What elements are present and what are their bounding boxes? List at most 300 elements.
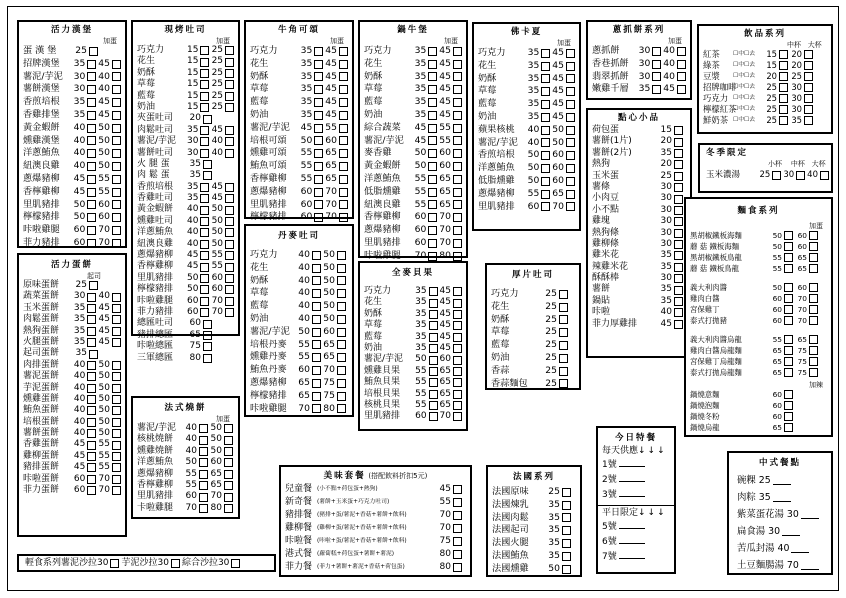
checkbox[interactable]	[428, 252, 437, 261]
menu-item[interactable]	[137, 330, 236, 341]
menu-item[interactable]	[364, 400, 464, 411]
checkbox[interactable]	[112, 60, 121, 69]
checkbox[interactable]	[559, 315, 568, 324]
checkbox[interactable]	[453, 401, 462, 410]
checkbox[interactable]	[428, 213, 437, 222]
menu-item[interactable]	[250, 122, 350, 135]
menu-item[interactable]	[23, 462, 123, 473]
checkbox[interactable]	[559, 328, 568, 337]
menu-item[interactable]	[690, 304, 829, 315]
menu-item[interactable]	[23, 58, 123, 71]
checkbox[interactable]	[314, 98, 323, 107]
checkbox[interactable]	[225, 126, 234, 135]
checkbox[interactable]	[87, 338, 96, 347]
checkbox[interactable]	[87, 406, 96, 415]
blank-line[interactable]	[619, 520, 645, 529]
blank-line[interactable]	[782, 527, 800, 536]
checkbox[interactable]	[674, 126, 683, 135]
checkbox[interactable]	[784, 294, 793, 303]
menu-item[interactable]	[250, 377, 350, 390]
menu-item[interactable]	[690, 230, 829, 241]
checkbox[interactable]	[225, 183, 234, 192]
chinese-item[interactable]	[737, 540, 829, 557]
checkbox[interactable]	[87, 463, 96, 472]
menu-item[interactable]	[492, 499, 578, 512]
checkbox[interactable]	[312, 392, 321, 401]
checkbox[interactable]	[453, 252, 462, 261]
checkbox[interactable]	[87, 226, 96, 235]
menu-item[interactable]	[478, 188, 577, 201]
menu-item[interactable]	[364, 122, 464, 135]
menu-item[interactable]	[23, 405, 123, 416]
checkbox[interactable]	[200, 206, 209, 215]
checkbox[interactable]	[339, 149, 348, 158]
menu-item[interactable]	[137, 148, 236, 159]
checkbox[interactable]	[87, 213, 96, 222]
checkbox[interactable]	[809, 253, 818, 262]
ice-sugar-options[interactable]: ☐中☐去	[733, 62, 755, 68]
checkbox[interactable]	[337, 392, 346, 401]
menu-item[interactable]	[137, 159, 236, 170]
checkbox[interactable]	[566, 74, 575, 83]
menu-item[interactable]	[690, 315, 829, 326]
menu-item[interactable]	[492, 563, 578, 576]
menu-item[interactable]	[23, 211, 123, 224]
menu-item[interactable]	[23, 371, 123, 382]
menu-item[interactable]	[250, 275, 350, 288]
menu-item[interactable]	[23, 417, 123, 428]
special-1[interactable]: 1號	[598, 458, 674, 473]
checkbox[interactable]	[112, 85, 121, 94]
checkbox[interactable]	[674, 149, 683, 158]
drink-item[interactable]	[703, 82, 829, 93]
menu-item[interactable]	[137, 318, 236, 329]
menu-item[interactable]	[250, 45, 350, 58]
checkbox[interactable]	[453, 200, 462, 209]
checkbox[interactable]	[784, 346, 793, 355]
checkbox[interactable]	[784, 305, 793, 314]
checkbox[interactable]	[566, 87, 575, 96]
checkbox[interactable]	[339, 85, 348, 94]
menu-item[interactable]	[250, 58, 350, 71]
checkbox[interactable]	[224, 436, 233, 445]
checkbox[interactable]	[224, 504, 233, 513]
checkbox[interactable]	[809, 357, 818, 366]
checkbox[interactable]	[112, 338, 121, 347]
checkbox[interactable]	[453, 511, 462, 520]
checkbox[interactable]	[809, 346, 818, 355]
checkbox[interactable]	[779, 72, 788, 81]
menu-item[interactable]	[137, 56, 236, 67]
checkbox[interactable]	[559, 290, 568, 299]
chinese-item[interactable]	[737, 472, 829, 489]
checkbox[interactable]	[87, 98, 96, 107]
menu-item[interactable]	[592, 250, 688, 261]
menu-item[interactable]	[250, 403, 350, 416]
menu-item[interactable]	[23, 160, 123, 173]
menu-item[interactable]	[690, 282, 829, 293]
checkbox[interactable]	[203, 354, 212, 363]
special-3[interactable]: 3號	[598, 488, 674, 503]
checkbox[interactable]	[337, 379, 346, 388]
chinese-item[interactable]	[737, 557, 829, 574]
blank-line[interactable]	[619, 535, 645, 544]
chinese-item[interactable]	[737, 523, 829, 540]
checkbox[interactable]	[453, 175, 462, 184]
combo-item[interactable]	[285, 548, 468, 561]
checkbox[interactable]	[453, 498, 462, 507]
checkbox[interactable]	[224, 424, 233, 433]
checkbox[interactable]	[809, 316, 818, 325]
checkbox[interactable]	[674, 297, 683, 306]
menu-item[interactable]	[137, 182, 236, 193]
menu-item[interactable]	[364, 286, 464, 297]
menu-item[interactable]	[364, 224, 464, 237]
menu-item[interactable]	[364, 186, 464, 199]
checkbox[interactable]	[339, 47, 348, 56]
checkbox[interactable]	[224, 458, 233, 467]
menu-item[interactable]	[23, 326, 123, 337]
checkbox[interactable]	[200, 58, 209, 67]
menu-item[interactable]	[250, 287, 350, 300]
checkbox[interactable]	[809, 368, 818, 377]
checkbox[interactable]	[87, 452, 96, 461]
menu-item[interactable]	[23, 237, 123, 250]
menu-item[interactable]	[250, 300, 350, 313]
checkbox[interactable]	[566, 49, 575, 58]
checkbox[interactable]	[429, 367, 438, 376]
checkbox[interactable]	[312, 353, 321, 362]
checkbox[interactable]	[339, 162, 348, 171]
checkbox[interactable]	[541, 138, 550, 147]
checkbox[interactable]	[112, 384, 121, 393]
menu-item[interactable]	[23, 173, 123, 186]
menu-item[interactable]	[250, 199, 350, 212]
menu-item[interactable]	[250, 186, 350, 199]
menu-item[interactable]	[592, 83, 688, 96]
menu-item[interactable]	[137, 125, 236, 136]
checkbox[interactable]	[200, 217, 209, 226]
checkbox[interactable]	[453, 98, 462, 107]
checkbox[interactable]	[566, 126, 575, 135]
checkbox[interactable]	[562, 526, 571, 535]
checkbox[interactable]	[112, 136, 121, 145]
checkbox[interactable]	[453, 287, 462, 296]
ice-sugar-options[interactable]: ☐中☐去	[733, 73, 755, 79]
menu-item[interactable]	[690, 356, 829, 367]
menu-item[interactable]	[364, 96, 464, 109]
menu-item[interactable]	[137, 216, 236, 227]
menu-item[interactable]	[491, 378, 577, 391]
menu-item[interactable]	[250, 135, 350, 148]
menu-item[interactable]	[364, 332, 464, 343]
menu-item[interactable]	[491, 288, 577, 301]
checkbox[interactable]	[674, 240, 683, 249]
checkbox[interactable]	[112, 124, 121, 133]
checkbox[interactable]	[199, 436, 208, 445]
menu-item[interactable]	[491, 326, 577, 339]
checkbox[interactable]	[453, 563, 462, 572]
checkbox[interactable]	[314, 188, 323, 197]
checkbox[interactable]	[314, 200, 323, 209]
checkbox[interactable]	[112, 149, 121, 158]
menu-item[interactable]	[364, 199, 464, 212]
blank-line[interactable]	[619, 550, 645, 559]
checkbox[interactable]	[225, 92, 234, 101]
checkbox[interactable]	[203, 331, 212, 340]
checkbox[interactable]	[200, 92, 209, 101]
checkbox[interactable]	[203, 320, 212, 329]
checkbox[interactable]	[312, 340, 321, 349]
checkbox[interactable]	[804, 83, 813, 92]
checkbox[interactable]	[112, 200, 121, 209]
checkbox[interactable]	[112, 72, 121, 81]
checkbox[interactable]	[87, 384, 96, 393]
checkbox[interactable]	[779, 83, 788, 92]
menu-item[interactable]	[690, 252, 829, 263]
menu-item[interactable]	[478, 47, 577, 60]
menu-item[interactable]	[23, 186, 123, 199]
checkbox[interactable]	[674, 274, 683, 283]
checkbox[interactable]	[429, 390, 438, 399]
checkbox[interactable]	[453, 524, 462, 533]
checkbox[interactable]	[199, 458, 208, 467]
checkbox[interactable]	[428, 162, 437, 171]
menu-item[interactable]	[23, 109, 123, 122]
checkbox[interactable]	[337, 366, 346, 375]
checkbox[interactable]	[559, 379, 568, 388]
menu-item[interactable]	[478, 73, 577, 86]
checkbox[interactable]	[225, 80, 234, 89]
checkbox[interactable]	[674, 263, 683, 272]
menu-item[interactable]	[592, 171, 688, 182]
checkbox[interactable]	[87, 293, 96, 302]
checkbox[interactable]	[87, 475, 96, 484]
checkbox[interactable]	[541, 100, 550, 109]
checkbox[interactable]	[559, 354, 568, 363]
checkbox[interactable]	[566, 202, 575, 211]
checkbox[interactable]	[112, 372, 121, 381]
menu-item[interactable]	[592, 45, 688, 58]
menu-item[interactable]	[592, 228, 688, 239]
menu-item[interactable]	[690, 345, 829, 356]
blank-line[interactable]	[619, 458, 645, 467]
checkbox[interactable]	[677, 47, 686, 56]
checkbox[interactable]	[87, 200, 96, 209]
menu-item[interactable]	[137, 446, 236, 457]
checkbox[interactable]	[429, 310, 438, 319]
menu-item[interactable]	[137, 193, 236, 204]
checkbox[interactable]	[200, 194, 209, 203]
checkbox[interactable]	[820, 171, 829, 180]
checkbox[interactable]	[453, 378, 462, 387]
checkbox[interactable]	[312, 328, 321, 337]
checkbox[interactable]	[779, 105, 788, 114]
checkbox[interactable]	[453, 124, 462, 133]
ice-sugar-options[interactable]: ☐中☐去	[733, 117, 755, 123]
checkbox[interactable]	[225, 58, 234, 67]
checkbox[interactable]	[225, 149, 234, 158]
checkbox[interactable]	[87, 85, 96, 94]
checkbox[interactable]	[225, 263, 234, 272]
checkbox[interactable]	[225, 228, 234, 237]
menu-item[interactable]	[137, 480, 236, 491]
menu-item[interactable]	[137, 204, 236, 215]
checkbox[interactable]	[337, 340, 346, 349]
menu-item[interactable]	[491, 339, 577, 352]
menu-item[interactable]	[250, 364, 350, 377]
checkbox[interactable]	[428, 72, 437, 81]
checkbox[interactable]	[203, 342, 212, 351]
checkbox[interactable]	[112, 418, 121, 427]
checkbox[interactable]	[809, 294, 818, 303]
checkbox[interactable]	[428, 149, 437, 158]
menu-item[interactable]	[23, 291, 123, 302]
menu-item[interactable]	[23, 485, 123, 496]
menu-item[interactable]	[23, 45, 123, 58]
menu-item[interactable]	[690, 400, 829, 411]
menu-item[interactable]	[137, 503, 236, 514]
checkbox[interactable]	[314, 47, 323, 56]
checkbox[interactable]	[541, 113, 550, 122]
chinese-item[interactable]	[737, 506, 829, 523]
checkbox[interactable]	[225, 240, 234, 249]
special-5[interactable]: 5號	[598, 520, 674, 535]
checkbox[interactable]	[203, 160, 212, 169]
menu-item[interactable]	[478, 137, 577, 150]
checkbox[interactable]	[225, 308, 234, 317]
checkbox[interactable]	[541, 190, 550, 199]
checkbox[interactable]	[200, 308, 209, 317]
menu-item[interactable]	[137, 113, 236, 124]
menu-item[interactable]	[592, 148, 688, 159]
menu-item[interactable]	[23, 451, 123, 462]
checkbox[interactable]	[784, 264, 793, 273]
menu-item[interactable]	[592, 193, 688, 204]
checkbox[interactable]	[674, 229, 683, 238]
menu-item[interactable]	[137, 250, 236, 261]
drink-item[interactable]	[703, 71, 829, 82]
checkbox[interactable]	[225, 103, 234, 112]
menu-item[interactable]	[478, 201, 577, 214]
menu-item[interactable]	[137, 284, 236, 295]
checkbox[interactable]	[652, 47, 661, 56]
checkbox[interactable]	[429, 299, 438, 308]
checkbox[interactable]	[429, 333, 438, 342]
menu-item[interactable]	[137, 91, 236, 102]
checkbox[interactable]	[112, 188, 121, 197]
checkbox[interactable]	[562, 488, 571, 497]
checkbox[interactable]	[87, 111, 96, 120]
checkbox[interactable]	[453, 213, 462, 222]
menu-item[interactable]	[250, 109, 350, 122]
menu-item[interactable]	[137, 457, 236, 468]
menu-item[interactable]	[364, 354, 464, 365]
menu-item[interactable]	[364, 411, 464, 422]
checkbox[interactable]	[453, 485, 462, 494]
checkbox[interactable]	[314, 111, 323, 120]
menu-item[interactable]	[23, 224, 123, 237]
checkbox[interactable]	[674, 286, 683, 295]
checkbox[interactable]	[112, 111, 121, 120]
checkbox[interactable]	[559, 303, 568, 312]
checkbox[interactable]	[677, 85, 686, 94]
checkbox[interactable]	[200, 137, 209, 146]
menu-item[interactable]	[250, 249, 350, 262]
checkbox[interactable]	[429, 356, 438, 365]
checkbox[interactable]	[200, 263, 209, 272]
checkbox[interactable]	[337, 353, 346, 362]
checkbox[interactable]	[804, 105, 813, 114]
checkbox[interactable]	[652, 60, 661, 69]
special-6[interactable]: 6號	[598, 535, 674, 550]
checkbox[interactable]	[772, 171, 781, 180]
checkbox[interactable]	[339, 136, 348, 145]
menu-item[interactable]	[592, 307, 688, 318]
menu-item[interactable]	[364, 237, 464, 250]
checkbox[interactable]	[200, 126, 209, 135]
checkbox[interactable]	[339, 124, 348, 133]
checkbox[interactable]	[428, 85, 437, 94]
menu-item[interactable]	[137, 273, 236, 284]
checkbox[interactable]	[559, 341, 568, 350]
menu-item[interactable]	[364, 83, 464, 96]
checkbox[interactable]	[112, 361, 121, 370]
checkbox[interactable]	[809, 305, 818, 314]
checkbox[interactable]	[562, 565, 571, 574]
checkbox[interactable]	[200, 103, 209, 112]
checkbox[interactable]	[428, 226, 437, 235]
checkbox[interactable]	[225, 251, 234, 260]
checkbox[interactable]	[200, 297, 209, 306]
menu-item[interactable]	[137, 170, 236, 181]
checkbox[interactable]	[87, 239, 96, 248]
menu-item[interactable]	[364, 58, 464, 71]
checkbox[interactable]	[337, 315, 346, 324]
menu-item[interactable]	[137, 353, 236, 364]
drink-item[interactable]	[703, 104, 829, 115]
checkbox[interactable]	[566, 62, 575, 71]
checkbox[interactable]	[674, 308, 683, 317]
checkbox[interactable]	[429, 412, 438, 421]
blank-line[interactable]	[619, 473, 645, 482]
checkbox[interactable]	[779, 116, 788, 125]
menu-item[interactable]	[492, 537, 578, 550]
blank-line[interactable]	[619, 488, 645, 497]
checkbox[interactable]	[652, 72, 661, 81]
checkbox[interactable]	[804, 94, 813, 103]
menu-item[interactable]	[23, 199, 123, 212]
checkbox[interactable]	[225, 297, 234, 306]
checkbox[interactable]	[339, 111, 348, 120]
checkbox[interactable]	[112, 98, 121, 107]
checkbox[interactable]	[200, 69, 209, 78]
combo-item[interactable]	[285, 561, 468, 574]
menu-item[interactable]	[23, 348, 123, 359]
checkbox[interactable]	[804, 116, 813, 125]
checkbox[interactable]	[453, 85, 462, 94]
checkbox[interactable]	[199, 424, 208, 433]
menu-item[interactable]	[364, 135, 464, 148]
checkbox[interactable]	[224, 481, 233, 490]
checkbox[interactable]	[784, 357, 793, 366]
checkbox[interactable]	[87, 486, 96, 495]
checkbox[interactable]	[809, 283, 818, 292]
checkbox[interactable]	[784, 242, 793, 251]
menu-item[interactable]	[23, 360, 123, 371]
checkbox[interactable]	[337, 289, 346, 298]
checkbox[interactable]	[779, 50, 788, 59]
